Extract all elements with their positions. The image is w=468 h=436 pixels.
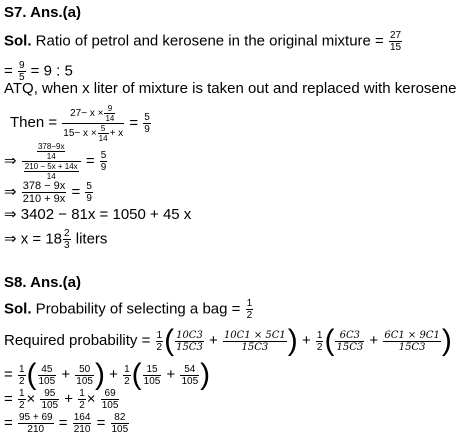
s7-step3-eq: = <box>71 183 81 201</box>
s7-step3-rhs-n: 5 <box>86 181 92 192</box>
s7-then-rhs-d: 9 <box>144 124 150 135</box>
s7-step5-pre: ⇒ x = 18 <box>4 230 63 248</box>
s8-row1-half-1 <box>18 364 26 387</box>
s8-half-1-d: 2 <box>156 341 163 353</box>
s8-row2-times-2: × <box>86 390 96 408</box>
s8-c3-n: 6C3 <box>335 330 364 342</box>
s8-row1-c-d: 105 <box>143 375 161 387</box>
s8-row1-b <box>75 364 94 387</box>
s7-step2-den-frac <box>24 162 79 181</box>
s8-row2-times-1: × <box>26 390 36 408</box>
s7-then-num-a: 27− x × <box>70 108 104 120</box>
s7-step2-arrow: ⇒ <box>4 152 17 170</box>
s8-req-label: Required probability = <box>4 331 151 349</box>
s7-ratio-den: 15 <box>389 42 402 53</box>
s8-row3-f3 <box>111 412 130 435</box>
s7-then-num-frac-n: 9 <box>104 104 115 114</box>
s8-row2-half-2-d: 2 <box>79 400 85 411</box>
s7-then-denominator <box>62 124 124 143</box>
s8-row1-c <box>143 364 162 387</box>
s8-row2-a-n: 95 <box>40 388 59 400</box>
s8-row1-half-2 <box>123 364 131 387</box>
s7-step2-num-bot: 14 <box>46 152 56 161</box>
s8-row1-d <box>180 364 199 387</box>
s8-half-2 <box>316 330 324 353</box>
s7-then-label: Then = <box>10 114 58 132</box>
s8-c4 <box>383 330 441 353</box>
s8-row2-b <box>101 388 120 411</box>
s7-then-num-frac <box>104 104 115 123</box>
s8-row3-f3-n: 82 <box>111 412 130 424</box>
s8-row1-open-1: ( <box>26 358 37 391</box>
s7-then-eq: = <box>129 114 139 132</box>
s8-c2 <box>223 330 287 353</box>
s8-row1-plus-1: + <box>61 365 71 383</box>
s7-ratio-fraction <box>389 30 402 53</box>
s8-row2-a-d: 105 <box>41 400 59 411</box>
s8-row3-f2 <box>73 412 92 435</box>
s8-row2-plus: + <box>64 390 74 408</box>
s8-row2-b-d: 105 <box>101 400 119 411</box>
s7-atq-line: ATQ, when x liter of mixture is taken out and replaced with kerosene <box>4 80 457 97</box>
s7-then-den-frac <box>98 124 109 143</box>
s7-ratio-num: 27 <box>389 30 402 41</box>
s8-row3-eq-3: = <box>96 414 106 432</box>
s8-row1-eq: = <box>4 365 13 383</box>
s8-c2-n: 10C1 × 5C1 <box>223 329 286 341</box>
s8-sol-label: Sol. <box>4 300 32 318</box>
s7-step2-den-top: 210 − 5x + 14x <box>24 162 78 171</box>
s7-step3-num: 378 − 9x <box>22 180 66 192</box>
s8-row1-plus-3: + <box>166 365 176 383</box>
s8-row2-b-n: 69 <box>101 388 120 400</box>
s7-step2-den-bot: 14 <box>46 172 56 181</box>
s8-half-2-n: 1 <box>316 329 323 341</box>
s7-sol-line <box>4 30 403 53</box>
s7-step2-numerator <box>22 142 81 162</box>
s8-paren-close-2: ) <box>441 324 452 357</box>
s8-bag-d: 2 <box>246 310 253 321</box>
s7-then-rhs <box>143 112 151 135</box>
s7-step2-num-top: 378−9x <box>37 142 65 151</box>
s8-row1-b-d: 105 <box>76 375 93 387</box>
s8-row3-f1-n: 95 + 69 <box>18 412 53 423</box>
s8-half-1-n: 1 <box>156 329 163 341</box>
s8-c2-d: 15C3 <box>241 341 269 353</box>
s8-paren-open-2: ( <box>324 324 335 357</box>
s7-simp-rhs: = 9 : 5 <box>26 62 73 80</box>
s7-step3-fraction <box>22 180 67 205</box>
s7-then-rhs-n: 5 <box>144 112 150 123</box>
s7-step2-eq: = <box>85 152 95 170</box>
s7-step2-rhs-d: 9 <box>100 162 107 173</box>
s8-row3-f1 <box>18 412 54 435</box>
s8-plus-3: + <box>369 331 379 349</box>
s7-step2-denominator <box>22 162 81 181</box>
s8-heading: S8. Ans.(a) <box>4 274 81 291</box>
s8-row1-half-2-n: 1 <box>124 363 130 375</box>
s7-step2-line <box>4 142 108 181</box>
s8-sol-line <box>4 298 254 321</box>
s8-c1-d: 15C3 <box>176 341 203 353</box>
s7-step3-line <box>4 180 94 205</box>
s7-then-den-b: + x <box>109 128 124 140</box>
s8-bag-n: 1 <box>246 298 253 309</box>
s8-row1-half-1-n: 1 <box>18 363 25 375</box>
s8-paren-open-1: ( <box>164 324 175 357</box>
s8-row3-f2-d: 210 <box>73 424 91 435</box>
s8-row1-half-2-d: 2 <box>124 375 130 387</box>
s8-row2-half-1 <box>18 388 26 411</box>
s7-step5-post: liters <box>71 230 108 248</box>
s7-step5-frac-n: 2 <box>64 228 70 239</box>
s7-sol-text: Ratio of petrol and kerosene in the original mixture = <box>31 32 388 50</box>
s7-step2-rhs-n: 5 <box>100 150 107 161</box>
s8-row1-close-1: ) <box>94 358 105 391</box>
s8-row1-a-d: 105 <box>38 375 56 387</box>
s8-c4-d: 15C3 <box>398 341 426 353</box>
s8-row2-half-2 <box>78 388 86 411</box>
s7-step5-line <box>4 228 107 251</box>
s7-then-num-frac-d: 14 <box>105 114 115 123</box>
s7-then-line <box>4 104 152 143</box>
s8-row2-a <box>40 388 59 411</box>
s7-heading: S7. Ans.(a) <box>4 4 81 21</box>
s8-c3 <box>335 330 364 353</box>
s7-then-den-frac-n: 5 <box>98 124 109 134</box>
s8-row1-d-d: 105 <box>181 375 199 387</box>
s8-row1-a <box>38 364 57 387</box>
s8-row1-d-n: 54 <box>180 364 199 376</box>
s8-c4-n: 6C1 × 9C1 <box>384 329 440 341</box>
s7-step5-frac <box>63 228 71 251</box>
s8-row1-plus-2: + <box>109 365 118 383</box>
s8-c1 <box>175 330 204 353</box>
s8-bag-fraction <box>246 298 254 321</box>
s8-row1-b-n: 50 <box>75 364 94 376</box>
s7-step3-rhs <box>85 181 93 204</box>
s7-step3-arrow: ⇒ <box>4 183 17 201</box>
s8-row1-a-n: 45 <box>38 364 57 376</box>
s8-row3-eq-2: = <box>58 414 68 432</box>
s7-then-fraction <box>62 104 124 143</box>
s8-row2-eq: = <box>4 390 13 408</box>
s8-row3-eq-1: = <box>4 414 13 432</box>
s8-row1 <box>4 360 210 390</box>
s7-simp-den: 5 <box>18 72 25 83</box>
s8-row2 <box>4 388 120 411</box>
s7-step3-den: 210 + 9x <box>22 193 66 205</box>
s8-row2-half-1-d: 2 <box>18 400 25 411</box>
s8-row3-f2-n: 164 <box>73 412 91 423</box>
s7-step5-frac-d: 3 <box>64 240 70 251</box>
s8-plus-2: + <box>301 331 311 349</box>
s8-row2-half-2-n: 1 <box>79 388 85 399</box>
s7-step3-rhs-d: 9 <box>86 193 92 204</box>
s8-half-1 <box>156 330 164 353</box>
s7-sol-label: Sol. <box>4 32 32 50</box>
s8-row3-f3-d: 105 <box>111 424 129 435</box>
s8-row3 <box>4 412 130 435</box>
s7-simp-num: 9 <box>18 60 25 71</box>
s8-row1-open-2: ( <box>131 358 142 391</box>
s7-then-den-frac-d: 14 <box>98 134 108 143</box>
s7-eq: = <box>4 62 13 80</box>
s7-then-den-a: 15− x × <box>63 128 97 140</box>
s8-sol-text: Probability of selecting a bag = <box>31 300 245 318</box>
s7-then-numerator <box>62 104 124 124</box>
s7-step2-fraction <box>22 142 81 181</box>
s7-step4-line: ⇒ 3402 − 81x = 1050 + 45 x <box>4 206 192 223</box>
s8-row1-c-n: 15 <box>143 364 162 376</box>
s8-plus-1: + <box>209 331 218 349</box>
s8-row2-half-1-n: 1 <box>18 388 25 399</box>
s8-half-2-d: 2 <box>316 341 323 353</box>
s7-step2-rhs <box>100 150 108 173</box>
s8-row3-f1-d: 210 <box>27 424 45 435</box>
s8-required-line <box>4 326 452 356</box>
s7-step2-num-frac <box>37 142 65 161</box>
s8-row1-half-1-d: 2 <box>18 375 25 387</box>
s8-paren-close-1: ) <box>287 324 298 357</box>
s8-row1-close-2: ) <box>200 358 211 391</box>
s8-c3-d: 15C3 <box>336 341 364 353</box>
s8-c1-n: 10C3 <box>176 329 203 341</box>
